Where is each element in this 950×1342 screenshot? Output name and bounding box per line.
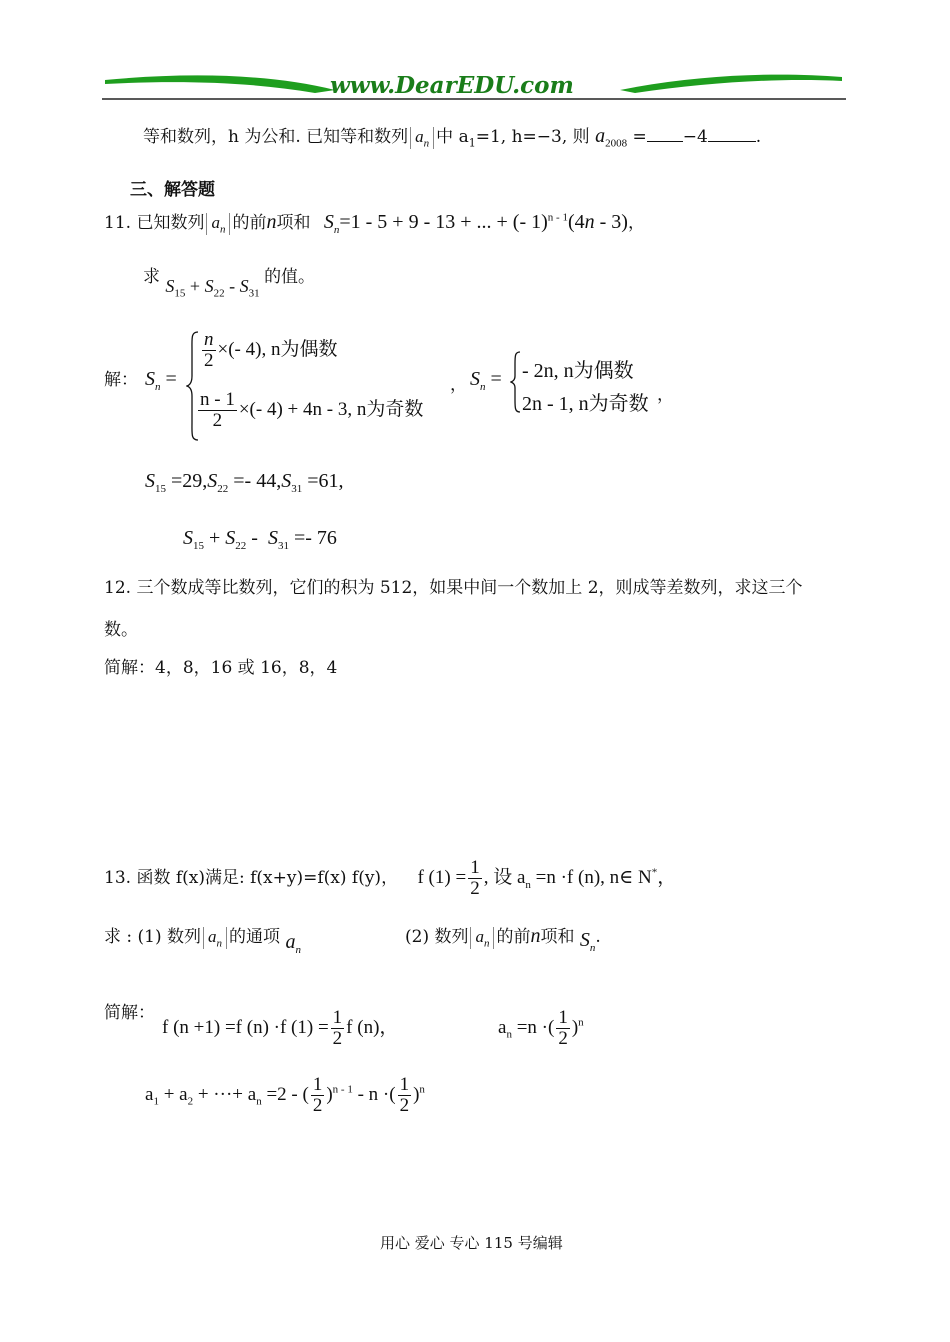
sol13-eq1: f (n +1) =f (n) ·f (1) = $\frac{1}{2}$ f (n)， [162,1007,399,1049]
sol11-sn-left: $S_n$ = [145,368,177,393]
footer-text: 用心 爱心 专心 115 号编辑 [380,1234,563,1252]
q13-ask2: 的通项 [229,927,281,947]
q11-sum-expression: $S_{15} + S_{22} - S_{31}$ [165,276,260,300]
q12-line2: 数。 [104,620,138,640]
q13-line [104,858,676,899]
sol11-label: 解： [104,370,138,390]
sol11-tail: ， [657,385,674,405]
q11-ask-line [143,262,316,300]
q12-answer: 简解：4，8，16 或 16，8，4 [104,658,338,678]
q13-n: n [530,925,541,947]
intro-answer: −4 [682,127,708,147]
q13-an-term: $a_n$ [285,931,301,956]
q11-ask: 求 [143,267,160,287]
intro-text-2: 中 a [436,127,469,147]
intro-text-3: =1, h=−3, 则 [475,127,590,147]
intro-period: . [755,127,762,147]
intro-text: 等和数列，h 为公和. 已知等和数列 [143,127,409,147]
sol11-d1: - 2n, n为偶数 [522,360,634,382]
q13-ask1: 求 : (1) 数列 [104,927,202,947]
sol11-d2: 2n - 1, n为奇数 [522,393,649,415]
a2008-sub: 2008 [605,137,628,150]
q11-ask-tail: 的值。 [264,267,316,287]
q13-ask6: . [595,927,601,947]
intro-line [143,122,761,149]
q13-ask-part2 [405,922,601,954]
q11-comma: ， [627,213,645,233]
q11-sequence-an: $a_n$ [206,213,230,235]
sol13-eq3: $a_1 + a_2$ + ···+ $a_n =2$ - ( $\frac{1}{2}$ )$^{n - 1}$ - n ·( $\frac{1}{2}$ )$^n$ [145,1074,425,1116]
q13-formula: f (1) = $\frac{1}{2}$ , 设 $a_n =n \cdot f$ (n), n∈ N*， [417,857,677,899]
section-title: 三、解答题 [130,180,215,200]
blank-right [708,141,756,142]
q11-n: n [266,211,277,233]
q13-sn-term: $S_n$ [579,929,596,954]
q13-ask-line [104,922,301,956]
sol11-sep: ， [450,375,467,395]
q11-text-3: 项和 [276,213,311,233]
blank-left [647,141,683,142]
q13-ask3: (2) 数列 [405,927,469,947]
right-brace [510,350,522,414]
sol13-label: 简解： [104,1003,155,1023]
q11-formula: $S_n=1 - 5 + 9 - 13$ + ... + (- 1)$^{n - 1}$(4n - 3) [323,211,628,236]
sol11-final: $S_{15} + S_{22} - S_{31} =- 76$ [183,527,337,552]
q13-ask4: 的前 [496,927,531,947]
q11-line [104,208,645,236]
sol11-sn-right: $S_n$ = [470,368,502,393]
header-banner [100,68,848,108]
q11-text: 已知数列 [136,213,205,233]
q13-ask5: 项和 [540,927,575,947]
sequence-an: $a_n$ [410,127,434,149]
intro-eq: = [632,127,647,147]
q13-text: 13. 函数 f(x)满足: f(x+y)=f(x) f(y)， [104,867,399,888]
q13-sequence-an-2: $a_n$ [470,927,494,949]
q12-line1: 12. 三个数成等比数列，它们的积为 512，如果中间一个数加上 2，则成等差数列，求这三个 [104,578,803,598]
sol11-case1: $\frac{n}{2}$ ×(- 4), n为偶数 [204,329,338,371]
sol11-values: $S_{15} =29,S_{22} =- 44,S_{31} =61$, [145,470,344,495]
header-site-logo: www.DearEDU.com [330,72,574,99]
intro-sub: 1 [468,136,476,150]
q11-text-2: 的前 [232,213,267,233]
q11-number: 11. [104,213,132,233]
sol11-case2: $\frac{n - 1}{2}$ ×(- 4) + 4n - 3, n为奇数 [200,389,424,431]
a2008-term: a [595,125,606,147]
q13-sequence-an: $a_n$ [203,927,227,949]
sol13-eq2: $a_n =n$ ·( $\frac{1}{2}$ )$^n$ [498,1007,584,1049]
